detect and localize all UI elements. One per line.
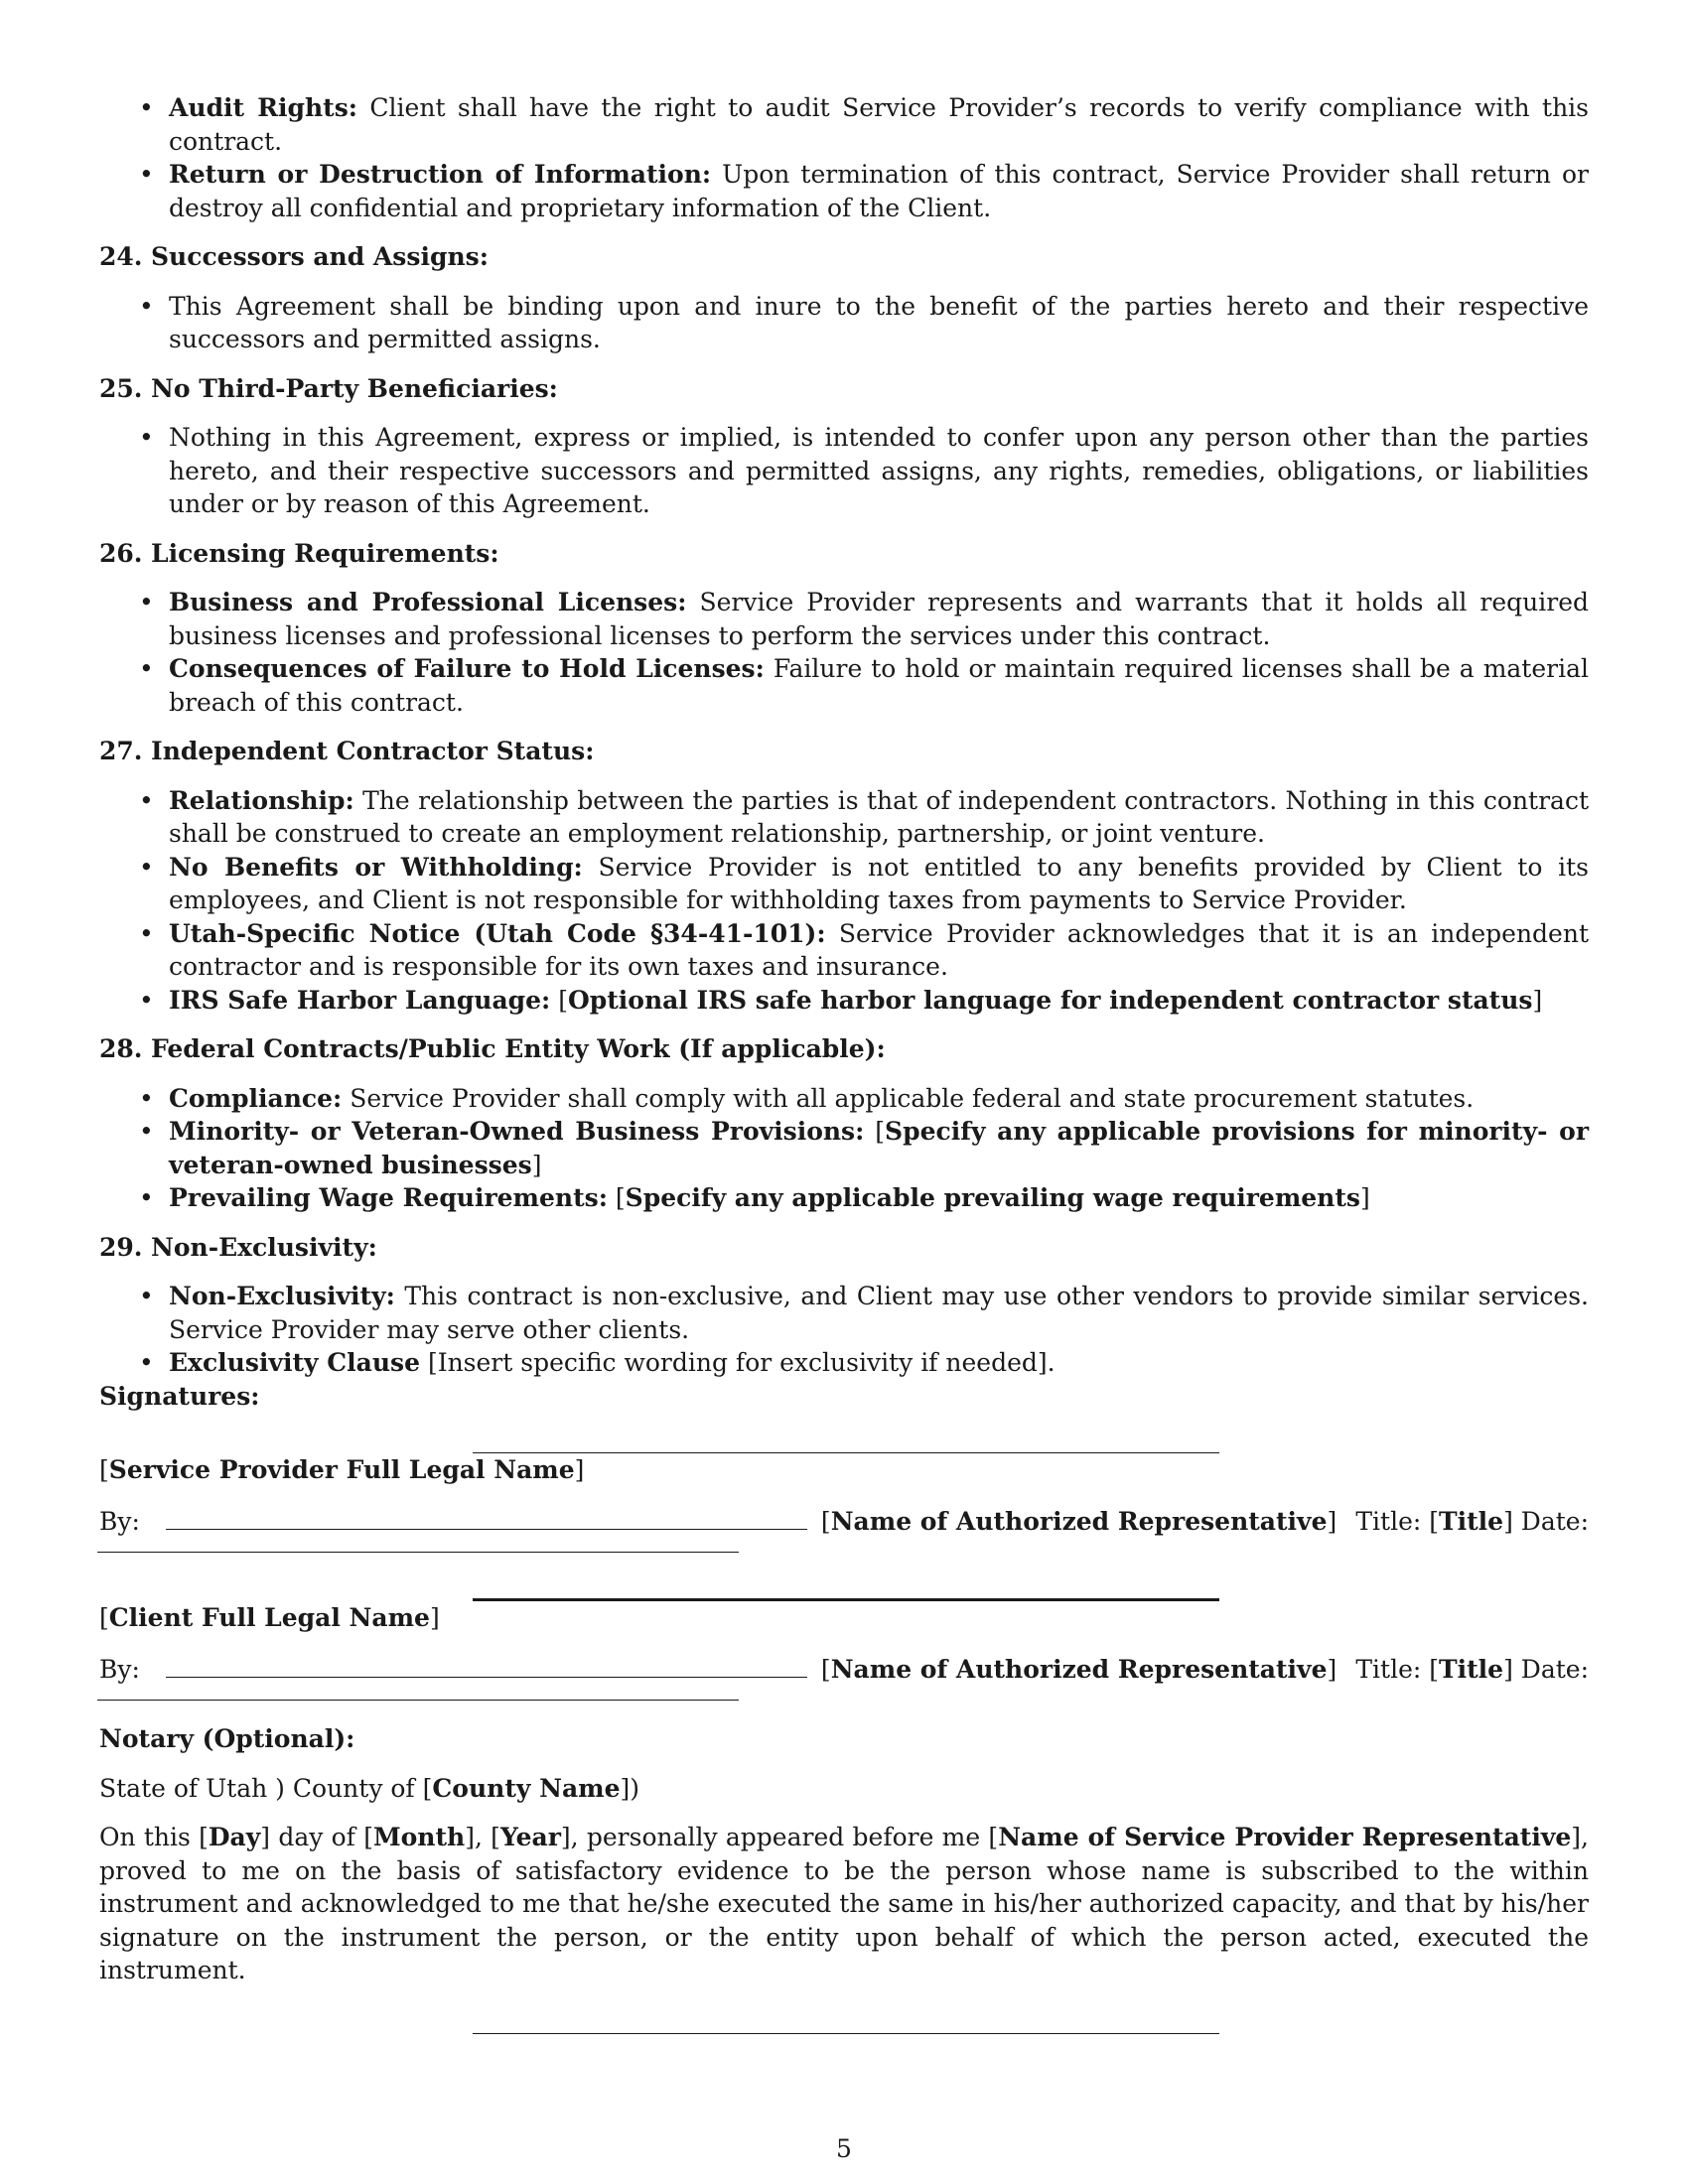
list-item: • Prevailing Wage Requirements: [Specify any applicable prevailing wage requirements] bbox=[99, 1181, 1589, 1215]
list-item: • Business and Professional Licenses: Service Provider represents and warrants that it holds all required business licenses and professional licenses to perform the services under this contract. bbox=[99, 586, 1589, 652]
section-29-list bbox=[99, 1280, 1589, 1380]
section-25-list bbox=[99, 421, 1589, 521]
list-item: • No Benefits or Withholding: Service Provider is not entitled to any benefits provided by Client to its employees, and Client is not responsible for withholding taxes from payments to Service Provider. bbox=[99, 851, 1589, 917]
notary-heading: Notary (Optional): bbox=[99, 1724, 355, 1753]
continued-list bbox=[99, 91, 1589, 224]
provider-by-row: By: [Name of Authorized Representative] Title: [Title] Date: bbox=[99, 1503, 1589, 1539]
list-item: • Return or Destruction of Information: Upon termination of this contract, Service Provider shall return or destroy all confidential and proprietary information of the Client. bbox=[99, 158, 1589, 224]
document-body bbox=[99, 91, 1589, 2034]
section-heading-25: 25. No Third-Party Beneficiaries: bbox=[99, 373, 558, 403]
provider-by-line bbox=[166, 1503, 807, 1530]
list-item: • Minority- or Veteran-Owned Business Provisions: [Specify any applicable provisions for minority- or veteran-owned businesses] bbox=[99, 1115, 1589, 1181]
section-heading-28: 28. Federal Contracts/Public Entity Work (If applicable): bbox=[99, 1034, 886, 1063]
section-heading-29: 29. Non-Exclusivity: bbox=[99, 1232, 377, 1262]
signatures-heading: Signatures: bbox=[99, 1381, 260, 1411]
notary-paragraph: On this [Day] day of [Month], [Year], personally appeared before me [Name of Service Provider Representative], proved to me on the basis of satisfactory evidence to be the person whose name is subscribed to the within instrument and acknowledged to me that he/she executed the same in his/her authorized capacity, and that by his/her signature on the instrument the person, or the entity upon behalf of which the person acted, executed the instrument. bbox=[99, 1823, 1589, 1984]
section-27-list bbox=[99, 784, 1589, 1018]
list-item: • Consequences of Failure to Hold Licenses: Failure to hold or maintain required licenses shall be a material breach of this contract. bbox=[99, 652, 1589, 719]
notary-state-line: State of Utah ) County of [County Name]) bbox=[99, 1773, 640, 1803]
list-item: • Non-Exclusivity: This contract is non-exclusive, and Client may use other vendors to provide similar services. Service Provider may serve other clients. bbox=[99, 1280, 1589, 1346]
list-item: • Exclusivity Clause [Insert specific wording for exclusivity if needed]. bbox=[99, 1346, 1589, 1380]
section-28-list bbox=[99, 1082, 1589, 1215]
section-heading-24: 24. Successors and Assigns: bbox=[99, 242, 489, 271]
list-item: • Nothing in this Agreement, express or implied, is intended to confer upon any person other than the parties hereto, and their respective successors and permitted assigns, any rights, remedies, obligations, or liabilities under or by reason of this Agreement. bbox=[99, 421, 1589, 521]
section-heading-26: 26. Licensing Requirements: bbox=[99, 538, 499, 568]
client-by-row: By: [Name of Authorized Representative] Title: [Title] Date: bbox=[99, 1651, 1589, 1687]
client-by-line bbox=[166, 1651, 807, 1678]
provider-name: [Service Provider Full Legal Name] bbox=[99, 1455, 585, 1484]
list-item: • Utah-Specific Notice (Utah Code §34-41-101): Service Provider acknowledges that it is an independent contractor and is responsible for its own taxes and insurance. bbox=[99, 917, 1589, 984]
notary-signature-line bbox=[473, 2033, 1219, 2034]
list-item: • Audit Rights: Client shall have the right to audit Service Provider’s records to verify compliance with this contract. bbox=[99, 91, 1589, 158]
client-date-line bbox=[97, 1700, 739, 1701]
section-24-list bbox=[99, 290, 1589, 356]
list-item: • Compliance: Service Provider shall comply with all applicable federal and state procurement statutes. bbox=[99, 1082, 1589, 1116]
list-item: • Relationship: The relationship between the parties is that of independent contractors. Nothing in this contract shall be construed to create an employment relationship, partnership, or joint venture. bbox=[99, 784, 1589, 851]
page-number: 5 bbox=[836, 2134, 852, 2163]
client-name: [Client Full Legal Name] bbox=[99, 1603, 440, 1632]
section-heading-27: 27. Independent Contractor Status: bbox=[99, 737, 595, 765]
list-item: • IRS Safe Harbor Language: [Optional IRS safe harbor language for independent contractor status] bbox=[99, 984, 1589, 1018]
list-item: • This Agreement shall be binding upon and inure to the benefit of the parties hereto and their respective successors and permitted assigns. bbox=[99, 290, 1589, 356]
section-26-list bbox=[99, 586, 1589, 719]
